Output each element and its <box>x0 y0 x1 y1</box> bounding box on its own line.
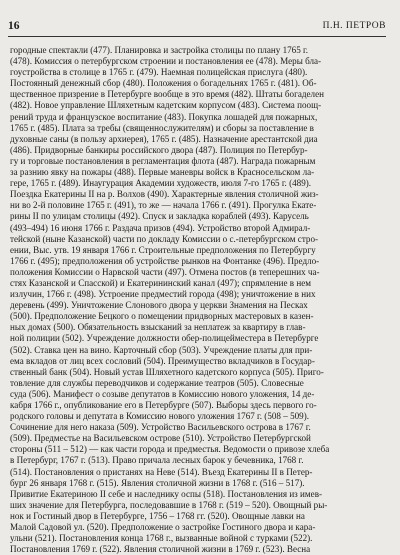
text-line: ной полиции (502). Учреждение должности обер-полицейместера в Петербурге <box>10 333 319 344</box>
page-number: 16 <box>8 20 20 32</box>
text-line: (509). Предместье на Васильевском острове (510). Устройство Петербургской <box>10 433 311 444</box>
text-line: городные спектакли (477). Планировка и застройка столицы по плану 1765 г. <box>10 45 309 55</box>
text-line: родского головы и депутата в Комиссию нового уложения 1767 г. (508 – 509). <box>10 411 310 422</box>
header-rule <box>8 36 386 37</box>
text-line: ственный банк (504). Новый устав Шляхетного кадетского корпуса (505). Приго- <box>10 366 324 377</box>
text-line: стях Казанской и Спасской) и Екатерининский канал (497); спрямление в нем <box>10 277 311 288</box>
text-line: гоустройства в столице в 1765 г. (479). Наемная полицейская прислуга (480). <box>10 67 308 78</box>
text-line: товление для службы переводчиков и содержание театров (505). Словесные <box>10 377 304 388</box>
page-header <box>8 20 386 36</box>
text-line: нок и Гостиный двор в Петербурге, 1756 – 1768 гг. (520). Овощные лавки на <box>10 510 305 521</box>
text-line: 1765 г. (485). Плата за требы (священнослужителям) и сборы за поставление в <box>10 122 314 133</box>
text-line: духовные саны (в пользу архиерея), 1765 г. (485). Назначение арестантской диа <box>10 133 318 144</box>
text-line: (514). Постановления о пристанях на Неве (514). Въезд Екатерины II в Петер- <box>10 466 313 477</box>
text-line: ема вкладов от лиц всех сословий (504). Преимущество вкладчиков в Государ- <box>10 355 315 366</box>
text-line: ни во 2-й половине 1765 г. (491), то же — начала 1766 г. (491). Прогулка Екате- <box>10 200 317 211</box>
text-line: ших значение для Петербурга, последовавшие в 1768 г. (519 – 520). Овощный ры- <box>10 499 328 510</box>
text-line: бург 26 января 1768 г. (515). Явления столичной жизни в 1768 г. (516 – 517). <box>10 477 305 488</box>
text-line: (502). Ставка цен на вино. Карточный сбор (503). Учреждение платы для при- <box>10 344 313 355</box>
text-line: Поездка Екатерины II на р. Волхов (490). Характерные явления столичной жиз- <box>10 189 319 200</box>
text-line: Привитие Екатериною II себе и наследнику оспы (518). Постановления из имев- <box>10 488 323 499</box>
text-line: ении, Выс. утв. 19 января 1766 г. Строительные предположения по Петербургу <box>10 244 316 255</box>
text-line: (493–494) 16 июня 1766 г. Раздача призов (494). Устройство второй Адмирал- <box>10 222 311 233</box>
text-line: гере, 1765 г. (489). Инаугурация Академии художеств, июля 7-го 1765 г. (489). <box>10 178 312 189</box>
text-line: Сочинение для него наказа (509). Устройство Васильевского острова в 1767 г. <box>10 422 311 433</box>
text-line: кабря 1766 г., опубликование его в Петербурге (507). Выборы здесь первого го- <box>10 400 317 410</box>
running-title: П.Н. ПЕТРОВ <box>322 21 386 31</box>
table-of-contents-text <box>10 45 386 555</box>
text-line: (500). Предположение Бецкого о помещении придворных мастеровых в казен- <box>10 311 314 322</box>
text-line: суда (506). Манифест о созыве депутатов в Комиссию нового уложения, 14 де- <box>10 388 315 399</box>
text-line: положения Комиссии о Нарвской части (497). Отмена постов (в теперешних ча- <box>10 266 320 277</box>
text-line: стороны (511 – 512) — как части города и предместья. Ведомости о привозе хлеба <box>10 444 330 455</box>
text-line: Постановления 1769 г. (522). Явления столичной жизни в 1769 г. (523). Весна <box>10 544 311 555</box>
text-line: гу и торговые постановления в регламентация флота (487). Награда пожарным <box>10 155 316 166</box>
text-line: Постоянный денежный сбор (480). Положения о богадельнях 1765 г. (481). Об- <box>10 78 317 89</box>
text-line: щественное призрение в Петербурге вообще в это время (482). Штаты богаделен <box>10 89 324 100</box>
text-line: ных домах (500). Обязательность взысканий за неплатеж за квартиру в глав- <box>10 322 306 333</box>
text-line: (482). Новое управление Шляхетным кадетским корпусом (483). Система поощ- <box>10 100 322 111</box>
text-line: тейской (ныне Казанской) части по докладу Комиссии о с.-петербургском стро- <box>10 233 319 244</box>
text-line: (478). Комиссия о петербургском строении и постановления ее (478). Меры бла- <box>10 56 322 67</box>
text-line: (486). Придворные банкиры российского двора (487). Полиция по Петербур- <box>10 144 308 155</box>
text-line: за разнию явку на пожары (488). Первые маневры войск в Красносельском ла- <box>10 167 315 178</box>
text-line: рений труда и французское воспитание (483). Покупка лошадей для пожарных, <box>10 111 318 122</box>
text-line: ульни (521). Постановления конца 1768 г., вызванные войной с турками (522). <box>10 533 313 544</box>
text-line: излучин, 1766 г. (498). Устроение предместий города (498); уничтожение в них <box>10 289 316 300</box>
text-line: деревень (499). Уничтожение Слонового двора у церкви Знамения на Песках <box>10 300 308 311</box>
text-line: Малой Садовой ул. (520). Предположение о застройке Гостиного двора и кара- <box>10 522 316 533</box>
text-line: в Петербург, 1767 г. (513). Право причала лесных барок у бечевника, 1768 г. <box>10 455 304 466</box>
text-line: рины II по улицам столицы (492). Спуск и закладка кораблей (493). Карусель <box>10 211 309 222</box>
text-line: 1766 г. (495); предположения об устройстве рынков на Фонтанке (496). Предло- <box>10 255 320 266</box>
